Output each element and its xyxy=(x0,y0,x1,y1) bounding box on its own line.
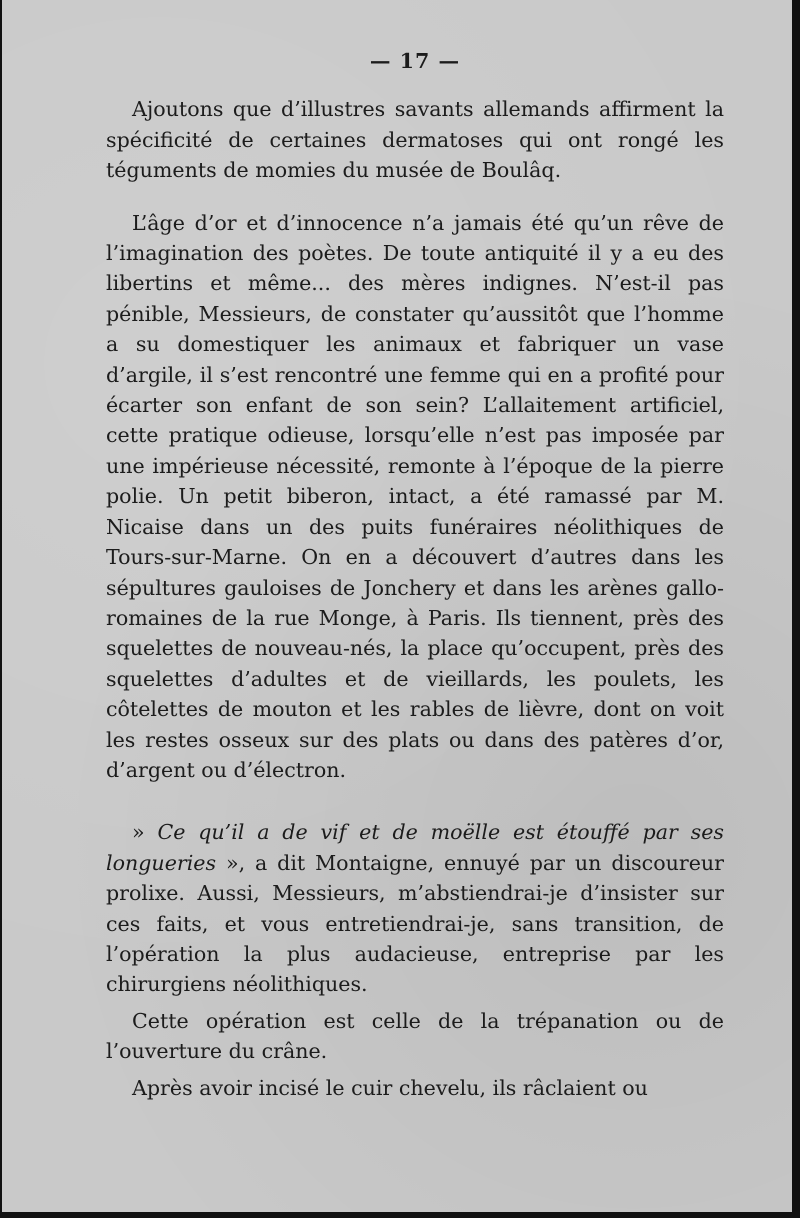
quote-open-mark: » xyxy=(132,820,158,845)
page-number: — 17 — xyxy=(369,49,461,73)
montaigne-quote: Ce qu’il a de vif et de moëlle est étouffé par ses longueries xyxy=(106,820,724,875)
book-page xyxy=(2,0,792,1212)
paragraph-4: Cette opération est celle de la trépanation ou de l’ouverture du crâne. xyxy=(106,1008,724,1064)
paragraph-5: Après avoir incisé le cuir chevelu, ils râclaient ou xyxy=(132,1075,648,1100)
quote-close-mark: » xyxy=(216,850,239,875)
paragraph-3-rest: , a dit Montaigne, ennuyé par un discoureur prolixe. Aussi, Messieurs, m’abstiendrai-je d’insister sur ces faits, et vous entretiendrai-je, sans transition, de l’opération la plus audacieuse, entreprise par les chirurgiens néolithiques. xyxy=(106,850,724,997)
paragraph-1: Ajoutons que d’illustres savants allemands affirment la spécificité de certaines dermatoses qui ont rongé les téguments de momies du musée de Boulâq. xyxy=(106,97,724,183)
paragraph-2: L’âge d’or et d’innocence n’a jamais été qu’un rêve de l’imagination des poètes. De toute antiquité il y a eu des libertins et même... des mères indignes. N’est-il pas pénible, Messieurs, de constater qu’aussitôt que l’homme a su domestiquer les animaux et fabriquer un vase d’argile, il s’est rencontré une femme qui en a profité pour écarter son enfant de son sein? L’allaitement artificiel, cette pratique odieuse, lorsqu’elle n’est pas imposée par une impérieuse nécessité, remonte à l’époque de la pierre polie. Un petit biberon, intact, a été ramassé par M. Nicaise dans un des puits funéraires néolithiques de Tours-sur-Marne. On en a découvert d’autres dans les sépultures gauloises de Jonchery et dans les arènes gallo-romaines de la rue Monge, à Paris. Ils tiennent, près des squelettes de nouveau-nés, la place qu’occupent, près des squelettes d’adultes et de vieillards, les poulets, les côtelettes de mouton et les rables de lièvre, dont on voit les restes osseux sur des plats ou dans des patères d’or, d’argent ou d’électron. xyxy=(106,210,724,782)
paragraph-3 xyxy=(106,817,724,999)
page-text-block xyxy=(106,46,724,1103)
